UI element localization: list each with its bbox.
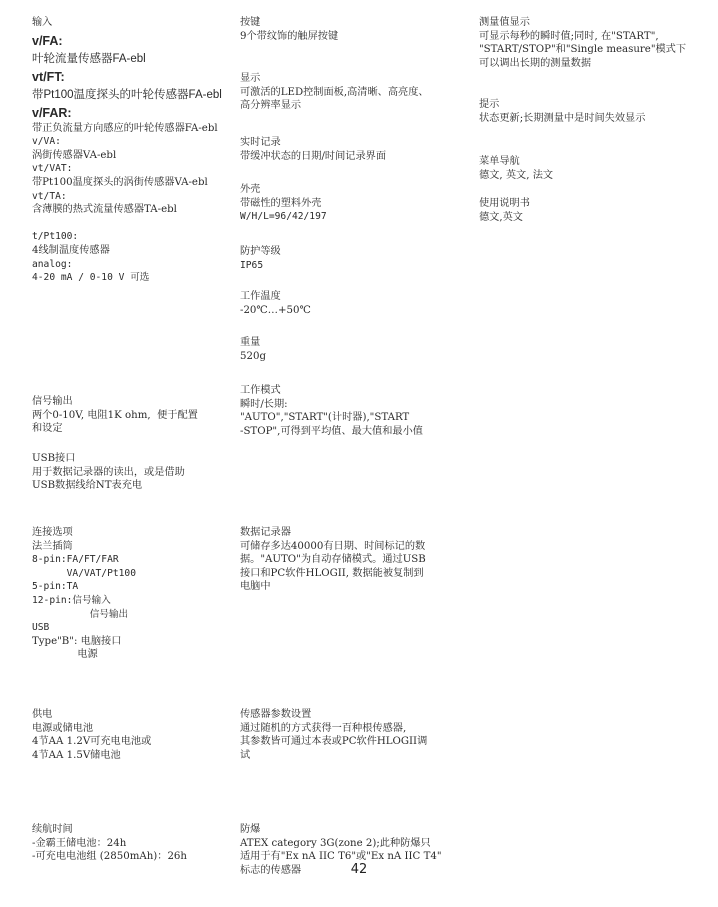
sensor-params-section bbox=[240, 708, 470, 762]
usb-line-2: USB数据线给NT表充电 bbox=[32, 480, 143, 492]
connection-line-5: 12-pin:信号输入 bbox=[32, 594, 111, 606]
housing-line-2: W/H/L=96/42/197 bbox=[240, 211, 327, 223]
weight-line-1: 520g bbox=[240, 350, 266, 362]
sensor-params-line-3: 试 bbox=[240, 749, 251, 761]
menu-section bbox=[479, 155, 711, 182]
measure-line-3: 可以调出长期的测量数据 bbox=[479, 57, 592, 69]
clock-title: 实时记录 bbox=[240, 137, 281, 148]
protection-title: 防护等级 bbox=[240, 246, 281, 257]
ft-label: vt/FT: bbox=[32, 69, 65, 84]
signal-line-2: 和设定 bbox=[32, 423, 63, 435]
connection-line-7: USB bbox=[32, 622, 50, 634]
connection-line-3: VA/VAT/Pt100 bbox=[32, 567, 136, 579]
measure-line-1: 可显示每秒的瞬时值;同时, 在"START", bbox=[479, 30, 659, 42]
connection-line-4: 5-pin:TA bbox=[32, 581, 79, 593]
ta-text: 含薄膜的热式流量传感器TA-ebl bbox=[32, 204, 177, 216]
display-line-2: 高分辨率显示 bbox=[240, 100, 302, 112]
explosion-line-1: ATEX category 3G(zone 2);此种防爆只 bbox=[240, 837, 431, 849]
runtime-title: 续航时间 bbox=[32, 824, 73, 835]
sensor-params-line-1: 通过随机的方式获得一百种根传感器, bbox=[240, 722, 407, 734]
runtime-line-1: -金霸王储电池：24h bbox=[32, 837, 127, 849]
ft-text: 带Pt100温度探头的叶轮传感器FA-ebl bbox=[32, 88, 222, 101]
vat-label: vt/VAT: bbox=[32, 163, 73, 175]
signal-title: 信号输出 bbox=[32, 396, 73, 407]
clock-line-1: 带缓冲状态的日期/时间记录界面 bbox=[240, 150, 387, 162]
manual-section bbox=[479, 197, 711, 224]
measure-title: 测量值显示 bbox=[479, 17, 530, 28]
usb-line-1: 用于数据记录器的读出，或是借助 bbox=[32, 466, 185, 478]
weight-section bbox=[240, 336, 470, 363]
power-line-1: 电源或储电池 bbox=[32, 722, 94, 734]
menu-line-1: 德文, 英文, 法文 bbox=[479, 169, 554, 181]
keys-line-1: 9个带纹饰的触屏按键 bbox=[240, 30, 339, 42]
explosion-title: 防爆 bbox=[240, 824, 261, 835]
logger-title: 数据记录器 bbox=[240, 527, 291, 538]
logger-line-3: 接口和PC软件HLOGII, 数据能被复制到 bbox=[240, 567, 424, 579]
housing-line-1: 带磁性的塑料外壳 bbox=[240, 197, 322, 209]
runtime-section bbox=[32, 823, 232, 864]
va-text: 涡街传感器VA-ebl bbox=[32, 149, 117, 161]
sensor-params-line-2: 其参数皆可通过本表或PC软件HLOGII调 bbox=[240, 736, 428, 748]
display-section bbox=[240, 72, 470, 113]
temperature-line-1: -20℃…+50℃ bbox=[240, 304, 311, 316]
protection-line-1: IP65 bbox=[240, 259, 264, 271]
usb-section bbox=[32, 452, 232, 493]
hint-section bbox=[479, 98, 711, 125]
pt-text: 4线制温度传感器 bbox=[32, 244, 110, 256]
logger-line-2: 据。"AUTO"为自动存储模式。通过USB bbox=[240, 554, 426, 566]
signal-line-1: 两个0-10V, 电阻1K ohm, 便于配置 bbox=[32, 409, 198, 421]
menu-title: 菜单导航 bbox=[479, 156, 520, 167]
power-line-2: 4节AA 1.2V可充电电池或 bbox=[32, 736, 152, 748]
runtime-line-2: -可充电电池组 (2850mAh)：26h bbox=[32, 851, 187, 863]
measure-line-2: "START/STOP"和"Single measure"模式下 bbox=[479, 44, 687, 56]
usb-title: USB接口 bbox=[32, 453, 76, 464]
pt-label: t/Pt100: bbox=[32, 231, 79, 243]
sensor-params-title: 传感器参数设置 bbox=[240, 709, 312, 720]
temperature-title: 工作温度 bbox=[240, 291, 281, 302]
far-text: 带正负流量方向感应的叶轮传感器FA-ebl bbox=[32, 122, 218, 134]
analog-label: analog: bbox=[32, 258, 73, 270]
power-title: 供电 bbox=[32, 709, 53, 720]
manual-title: 使用说明书 bbox=[479, 198, 530, 209]
analog-text: 4-20 mA / 0-10 V 可选 bbox=[32, 272, 150, 284]
far-label: v/FAR: bbox=[32, 105, 72, 120]
fa-text: 叶轮流量传感器FA-ebl bbox=[32, 52, 146, 65]
connection-title: 连接选项 bbox=[32, 527, 73, 538]
signal-output-section bbox=[32, 395, 232, 436]
temperature-section bbox=[240, 290, 470, 317]
mode-title: 工作模式 bbox=[240, 385, 281, 396]
display-line-1: 可激活的LED控制面板,高清晰、高亮度、 bbox=[240, 86, 429, 98]
mode-line-2: "AUTO","START"(计时器),"START bbox=[240, 412, 410, 424]
hint-line-1: 状态更新;长期测量中是时间失效显示 bbox=[479, 112, 646, 124]
housing-section bbox=[240, 183, 470, 224]
manual-line-1: 德文,英文 bbox=[479, 211, 523, 223]
vat-text: 带Pt100温度探头的涡街传感器VA-ebl bbox=[32, 176, 208, 188]
logger-section bbox=[240, 526, 470, 594]
logger-line-1: 可储存多达40000有日期、时间标记的数 bbox=[240, 540, 426, 552]
fa-label: v/FA: bbox=[32, 33, 63, 48]
mode-section bbox=[240, 384, 470, 438]
va-label: v/VA: bbox=[32, 136, 61, 148]
power-section bbox=[32, 708, 232, 762]
logger-line-4: 电脑中 bbox=[240, 581, 271, 593]
page-number: 42 bbox=[350, 862, 368, 877]
protection-section bbox=[240, 245, 470, 272]
keys-title: 按键 bbox=[240, 17, 261, 28]
housing-title: 外壳 bbox=[240, 184, 261, 195]
weight-title: 重量 bbox=[240, 337, 261, 348]
connection-line-9: 电源 bbox=[32, 649, 98, 661]
measure-section bbox=[479, 16, 711, 70]
mode-line-1: 瞬时/长期: bbox=[240, 398, 288, 410]
display-title: 显示 bbox=[240, 73, 261, 84]
power-line-3: 4节AA 1.5V储电池 bbox=[32, 749, 121, 761]
connection-line-2: 8-pin:FA/FT/FAR bbox=[32, 554, 119, 566]
connection-line-6: 信号输出 bbox=[32, 608, 129, 620]
ta-label: vt/TA: bbox=[32, 190, 67, 202]
explosion-line-2: 适用于有"Ex nA IIC T6"或"Ex nA IIC T4" bbox=[240, 851, 442, 863]
hint-title: 提示 bbox=[479, 99, 500, 110]
clock-section bbox=[240, 136, 470, 163]
connection-section bbox=[32, 526, 232, 662]
mode-line-3: -STOP",可得到平均值、最大值和最小值 bbox=[240, 425, 423, 437]
connection-line-8: Type"B": 电脑接口 bbox=[32, 635, 122, 647]
keys-section bbox=[240, 16, 470, 43]
input-title: 输入 bbox=[32, 17, 53, 28]
explosion-line-3: 标志的传感器 bbox=[240, 864, 302, 876]
input-section bbox=[32, 16, 232, 285]
connection-line-1: 法兰插筒 bbox=[32, 540, 73, 552]
